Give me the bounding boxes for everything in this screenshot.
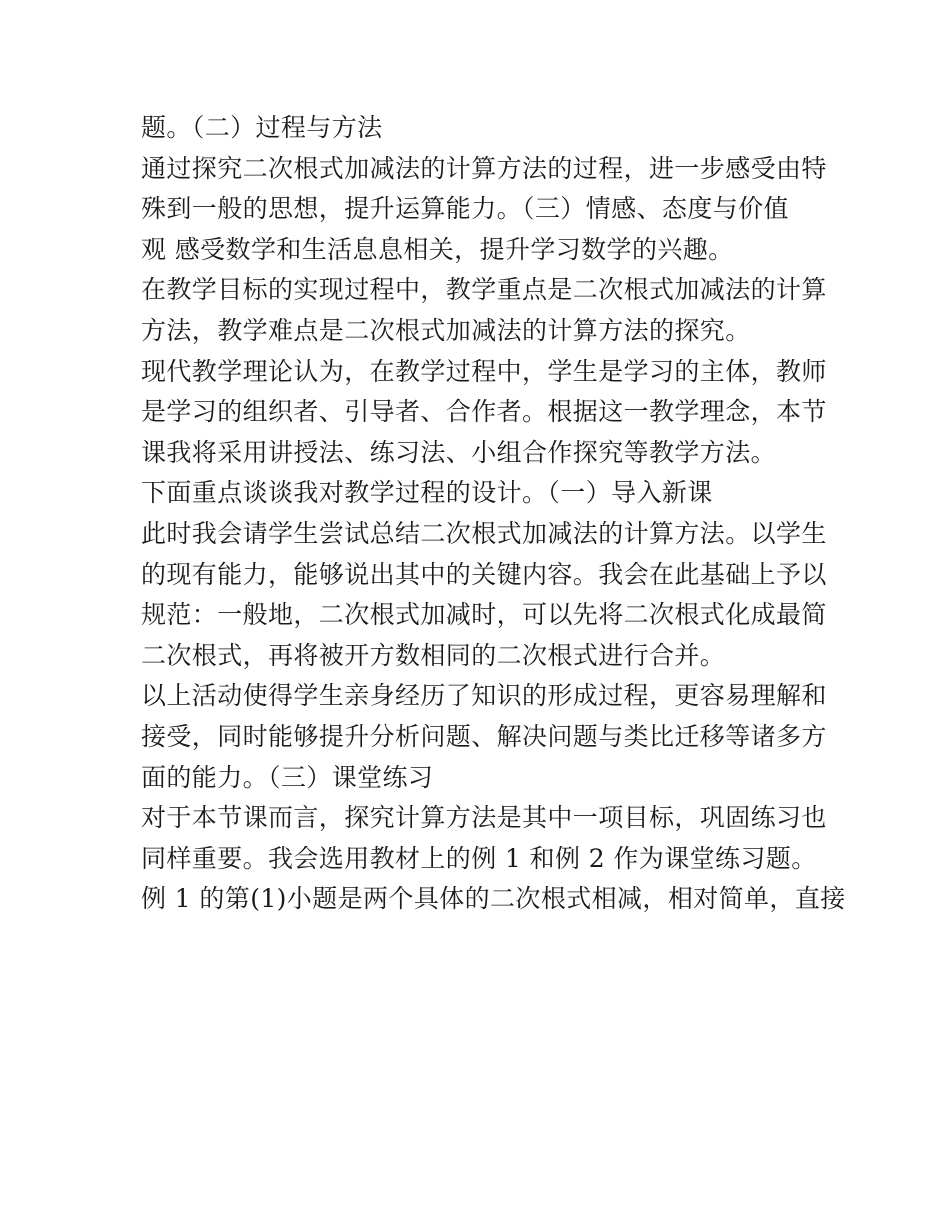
text-line: 的现有能力，能够说出其中的关键内容。我会在此基础上予以 [141,559,827,589]
text-line: 以上活动使得学生亲身经历了知识的形成过程，更容易理解和 [141,681,827,711]
text-line: 现代教学理论认为，在教学过程中，学生是学习的主体，教师 [141,356,827,386]
text-line: 面的能力。（三）课堂练习 [141,762,434,792]
text-line: 下面重点谈谈我对教学过程的设计。（一）导入新课 [141,478,713,508]
text-line: 题。（二）过程与方法 [141,113,383,142]
text-line: 接受，同时能够提升分析问题、解决问题与类比迁移等诸多方 [141,721,827,751]
text-line: 殊到一般的思想，提升运算能力。（三）情感、态度与价值 [141,194,789,224]
text-line: 观 感受数学和生活息息相关，提升学习数学的兴趣。 [141,234,734,264]
text-line: 此时我会请学生尝试总结二次根式加减法的计算方法。以学生 [141,518,827,548]
text-line: 是学习的组织者、引导者、合作者。根据这一教学理念，本节 [141,397,827,427]
text-line: 通过探究二次根式加减法的计算方法的过程，进一步感受由特 [141,153,827,183]
text-line: 例 1 的第(1)小题是两个具体的二次根式相减，相对简单，直接 [141,884,846,914]
text-line: 二次根式，再将被开方数相同的二次根式进行合并。 [141,640,726,670]
text-line: 规范：一般地，二次根式加减时，可以先将二次根式化成最简 [141,600,827,630]
text-line: 方法，教学难点是二次根式加减法的计算方法的探究。 [141,315,751,345]
body-text [141,108,846,920]
text-line: 同样重要。我会选用教材上的例 1 和例 2 作为课堂练习题。 [141,843,817,873]
text-line: 在教学目标的实现过程中，教学重点是二次根式加减法的计算 [141,275,827,305]
text-line: 对于本节课而言，探究计算方法是其中一项目标，巩固练习也 [141,803,827,833]
text-line: 课我将采用讲授法、练习法、小组合作探究等教学方法。 [141,437,777,467]
